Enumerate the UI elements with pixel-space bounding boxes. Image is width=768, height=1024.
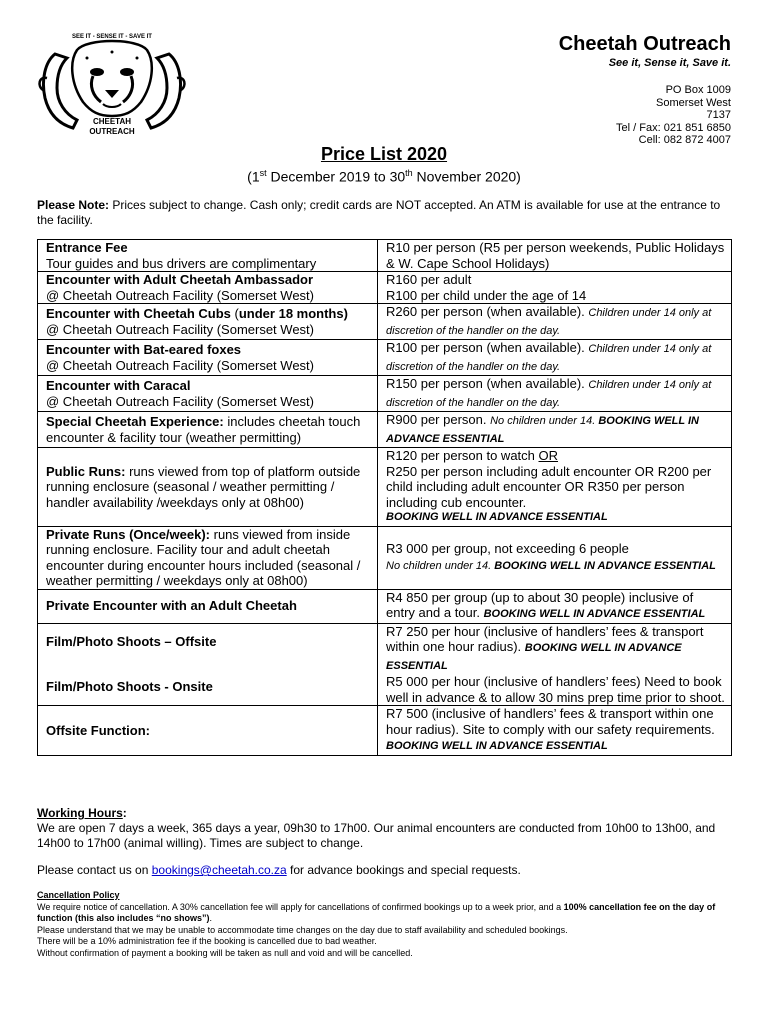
row-label-cell <box>38 526 378 589</box>
address-line: Somerset West <box>656 96 731 109</box>
table-row <box>38 376 732 412</box>
org-address <box>371 84 731 147</box>
row-title: Public Runs: <box>46 463 126 479</box>
booking-essential: BOOKING WELL IN ADVANCE ESSENTIAL <box>386 642 682 672</box>
cancellation-text: . <box>209 913 213 923</box>
cancellation-line <box>37 902 733 925</box>
working-hours-title: Working Hours <box>37 806 123 820</box>
row-price: R4 850 per group (up to about 30 people) inclusive of entry and a tour. <box>386 589 694 620</box>
row-price-note: Children under 14 only at discretion of the handler on the day. <box>386 307 712 337</box>
table-row <box>38 240 732 272</box>
row-price-cell <box>378 340 732 376</box>
org-name: Cheetah Outreach <box>558 33 731 55</box>
address-line: Cell: 082 872 4007 <box>638 134 731 146</box>
row-price: R120 per person to watch <box>386 448 539 463</box>
date-range-sup: st <box>259 168 267 178</box>
table-row <box>38 304 732 340</box>
address-line: Tel / Fax: 021 851 6850 <box>616 121 731 134</box>
spacer <box>46 649 371 679</box>
row-label-cell <box>38 448 378 527</box>
date-range <box>0 164 768 186</box>
row-title: Encounter with Bat-eared foxes <box>46 342 242 357</box>
row-detail: Tour guides and bus drivers are complimentary <box>46 255 317 271</box>
row-price: R7 250 per hour (inclusive of handlers’ fees & transport within one hour radius). <box>386 623 704 654</box>
row-price-note: Children under 14 only at discretion of the handler on the day. <box>386 343 712 373</box>
row-price: R260 per person (when available). <box>386 304 589 319</box>
row-price: R100 per child under the age of 14 <box>386 287 587 303</box>
address-line: 7137 <box>706 109 731 121</box>
logo-bottom-text-2: OUTREACH <box>89 127 135 136</box>
footer-section <box>37 806 733 959</box>
row-price-cell <box>378 589 732 623</box>
table-row <box>38 706 732 756</box>
row-price: R900 per person. <box>386 412 491 427</box>
row-title: Encounter with Cheetah Cubs <box>46 306 231 321</box>
org-header <box>371 32 731 147</box>
row-price: R7 500 (inclusive of handlers’ fees & transport within one hour radius). Site to comply with our safety requirements. <box>386 706 715 737</box>
row-price: R160 per adult <box>386 272 472 287</box>
row-detail: includes cheetah touch encounter & facility tour (weather permitting) <box>46 414 361 445</box>
row-price-cell <box>378 526 732 589</box>
row-title-part: under 18 months) <box>238 306 348 321</box>
cancellation-line: Without confirmation of payment a booking will be taken as null and void and will be cancelled. <box>37 947 413 958</box>
row-price-cell <box>378 272 732 304</box>
row-detail: @ Cheetah Outreach Facility (Somerset West) <box>46 393 314 409</box>
please-note <box>37 198 733 228</box>
row-title: Private Encounter with an Adult Cheetah <box>46 598 297 614</box>
price-table <box>37 239 732 756</box>
row-title-part: ( <box>230 306 239 321</box>
row-label-cell <box>38 376 378 412</box>
cancellation-title: Cancellation Policy <box>37 890 120 900</box>
booking-essential: BOOKING WELL IN ADVANCE ESSENTIAL <box>386 740 608 752</box>
cancellation-line: Please understand that we may be unable to accommodate time changes on the day due to staff availability and scheduled bookings. <box>37 924 568 935</box>
row-price-note: Children under 14 only at discretion of the handler on the day. <box>386 379 712 409</box>
row-price-cell <box>378 448 732 527</box>
row-detail: @ Cheetah Outreach Facility (Somerset West) <box>46 287 314 303</box>
date-range-part: November 2020) <box>412 168 521 185</box>
row-detail: @ Cheetah Outreach Facility (Somerset West) <box>46 321 314 337</box>
row-price: R5 000 per hour (inclusive of handlers’ fees) Need to book well in advance & to allow 30 mins prep time prior to shoot. <box>386 674 725 705</box>
date-range-sup: th <box>405 168 413 178</box>
working-hours <box>37 806 733 821</box>
contact-line <box>37 863 733 878</box>
bookings-email-link[interactable]: bookings@cheetah.co.za <box>151 863 287 877</box>
row-title: Encounter with Adult Cheetah Ambassador <box>46 272 314 287</box>
row-price: R100 per person (when available). <box>386 340 589 355</box>
row-label-cell <box>38 340 378 376</box>
date-range-part: (1 <box>247 168 260 185</box>
cancellation-line: There will be a 10% administration fee if the booking is cancelled due to bad weather. <box>37 936 377 946</box>
page-title: Price List 2020 <box>320 144 448 164</box>
row-price-cell <box>378 240 732 272</box>
row-label-cell <box>38 304 378 340</box>
booking-essential: BOOKING WELL IN ADVANCE ESSENTIAL <box>386 415 699 445</box>
row-label-cell <box>38 623 378 706</box>
row-title: Film/Photo Shoots - Onsite <box>46 679 213 695</box>
contact-text: Please contact us on <box>37 863 152 877</box>
row-price-note: No children under 14. <box>386 559 495 572</box>
row-title: Encounter with Caracal <box>46 378 191 393</box>
row-title: Entrance Fee <box>46 240 128 255</box>
date-range-part: December 2019 to 30 <box>266 168 406 185</box>
table-row <box>38 526 732 589</box>
table-row <box>38 412 732 448</box>
row-price-or: OR <box>538 448 559 463</box>
row-detail: runs viewed from top of platform outside running enclosure (seasonal / weather permitting / handler availability /weekdays only at 08h00) <box>46 463 361 510</box>
row-label-cell <box>38 240 378 272</box>
row-detail: @ Cheetah Outreach Facility (Somerset West) <box>46 357 314 373</box>
note-text: Prices subject to change. Cash only; credit cards are NOT accepted. An ATM is available for use at the entrance to the facility. <box>37 198 721 227</box>
row-price-cell <box>378 706 732 756</box>
row-title: Film/Photo Shoots – Offsite <box>46 633 217 649</box>
row-price: R150 per person (when available). <box>386 376 589 391</box>
row-label-cell <box>38 412 378 448</box>
booking-essential: BOOKING WELL IN ADVANCE ESSENTIAL <box>494 559 716 572</box>
table-row <box>38 589 732 623</box>
org-tagline: See it, Sense it, Save it. <box>608 57 731 69</box>
working-hours-colon: : <box>122 806 127 820</box>
table-row <box>38 448 732 527</box>
row-price-cell <box>378 376 732 412</box>
row-title: Special Cheetah Experience: <box>46 414 224 429</box>
logo-top-text: SEE IT - SENSE IT - SAVE IT <box>72 34 152 40</box>
row-price-cell <box>378 412 732 448</box>
address-line: PO Box 1009 <box>665 84 731 96</box>
cheetah-logo-icon <box>37 28 187 140</box>
row-price: R3 000 per group, not exceeding 6 people <box>386 541 629 556</box>
logo-bottom-text-1: CHEETAH <box>92 117 132 126</box>
row-label-cell <box>38 272 378 304</box>
cancellation-text: We require notice of cancellation. A 30% cancellation fee will apply for cancellations of confirmed bookings up to a week prior, and a <box>37 901 564 912</box>
booking-essential: BOOKING WELL IN ADVANCE ESSENTIAL <box>483 608 706 620</box>
cancellation-bold: 100% cancellation fee on the day of function (this also includes “no shows”) <box>37 901 716 923</box>
table-row <box>38 623 732 706</box>
row-price-cell <box>378 623 732 706</box>
cheetah-outreach-logo <box>37 28 187 140</box>
row-title: Offsite Function: <box>46 722 150 738</box>
contact-text: for advance bookings and special requests. <box>286 863 521 877</box>
row-price: R10 per person (R5 per person weekends, Public Holidays & W. Cape School Holidays) <box>386 240 725 271</box>
row-detail: runs viewed from inside running enclosure. Facility tour and adult cheetah encounter during encounter hours included (seasonal / weather permitting / weekdays only at 08h00) <box>46 526 361 588</box>
row-price-note: No children under 14. <box>490 415 599 427</box>
row-label-cell <box>38 589 378 623</box>
row-title: Private Runs (Once/week): <box>46 526 210 542</box>
cancellation-policy <box>37 890 733 959</box>
booking-essential: BOOKING WELL IN ADVANCE ESSENTIAL <box>386 511 608 523</box>
note-label: Please Note: <box>37 198 110 212</box>
table-row <box>38 272 732 304</box>
row-label-cell <box>38 706 378 756</box>
working-hours-text: We are open 7 days a week, 365 days a year, 09h30 to 17h00. Our animal encounters are conducted from 10h00 to 13h00, and 14h00 to 17h00 (animal willing). Times are subject to change. <box>37 821 716 850</box>
table-row <box>38 340 732 376</box>
row-price: R250 per person including adult encounter OR R200 per child including adult encounter OR R350 per person including cub encounter. <box>386 463 712 510</box>
row-price-cell <box>378 304 732 340</box>
